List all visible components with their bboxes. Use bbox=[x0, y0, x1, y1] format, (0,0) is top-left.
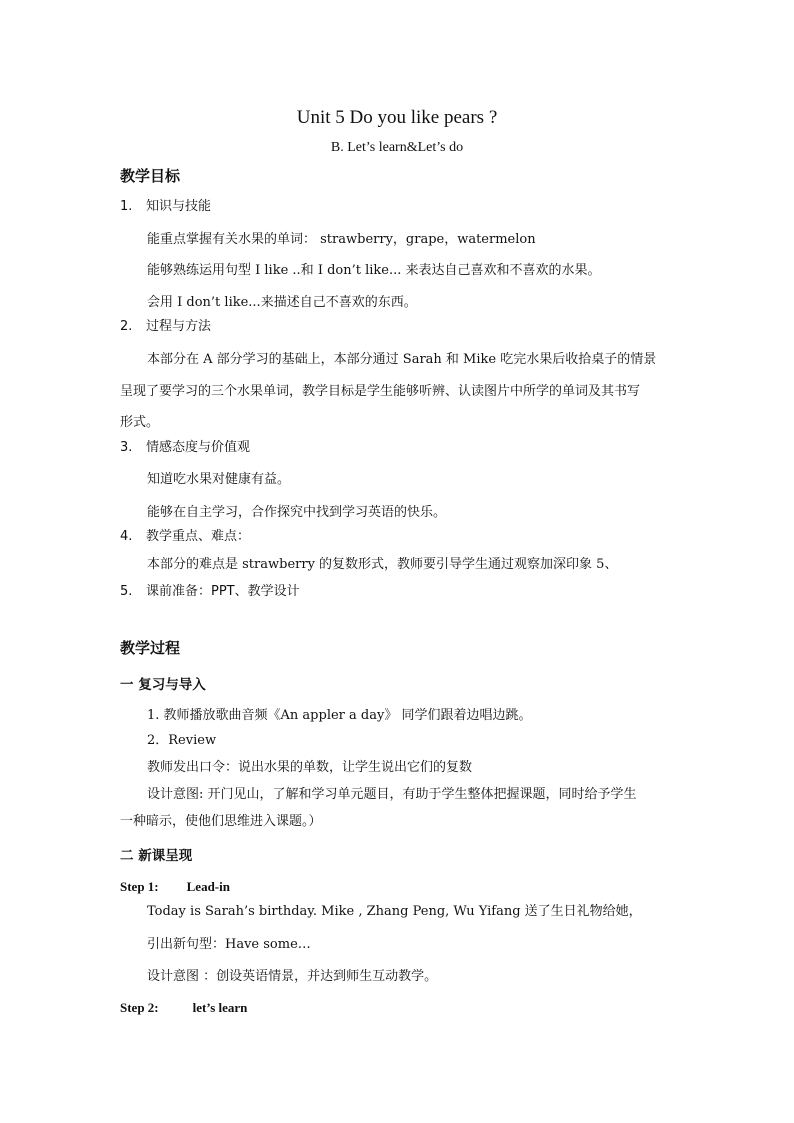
goal-item-3 bbox=[120, 439, 250, 457]
step-1-name: Lead-in bbox=[186, 879, 230, 894]
step-2-label: Step 2: bbox=[120, 1000, 159, 1015]
goal-item-1-number: 1. bbox=[120, 199, 133, 214]
goal-4-line-1: 本部分的难点是 strawberry 的复数形式，教师要引导学生通过观察加深印象 5、 bbox=[147, 557, 618, 572]
goal-item-1 bbox=[120, 198, 211, 216]
goal-1-line-2: 能够熟练运用句型 I like ..和 I don’t like... 来表达自己喜欢和不喜欢的水果。 bbox=[147, 263, 601, 278]
goal-item-4-label: 教学重点、难点： bbox=[146, 529, 251, 544]
goal-item-2 bbox=[120, 318, 211, 336]
goal-3-line-2: 能够在自主学习，合作探究中找到学习英语的快乐。 bbox=[147, 505, 447, 520]
step-2-name: let’s learn bbox=[192, 1000, 248, 1015]
goal-item-2-number: 2. bbox=[120, 319, 133, 334]
goal-1-line-1: 能重点掌握有关水果的单词： strawberry，grape，watermelon bbox=[147, 232, 536, 247]
goal-3-line-1: 知道吃水果对健康有益。 bbox=[147, 472, 291, 487]
step-1-label: Step 1: bbox=[120, 879, 159, 894]
section-2-heading: 二 新课呈现 bbox=[120, 848, 193, 864]
document-title: Unit 5 Do you like pears ? bbox=[296, 107, 498, 128]
section-1-heading: 一 复习与导入 bbox=[120, 677, 206, 693]
document-subtitle: B. Let’s learn&Let’s do bbox=[330, 140, 464, 155]
goal-item-5 bbox=[120, 583, 300, 601]
section-1-line-5: 一种暗示，使他们思维进入课题。） bbox=[120, 814, 322, 829]
goal-item-1-label: 知识与技能 bbox=[146, 199, 212, 214]
step-1-line-3: 设计意图 ：创设英语情景，并达到师生互动教学。 bbox=[147, 969, 438, 984]
section-1-line-2: 2．Review bbox=[147, 733, 217, 748]
goal-item-3-label: 情感态度与价值观 bbox=[146, 440, 251, 455]
section-1-line-3: 教师发出口令：说出水果的单数，让学生说出它们的复数 bbox=[147, 760, 473, 775]
goal-1-line-3: 会用 I don’t like...来描述自己不喜欢的东西。 bbox=[147, 295, 417, 310]
goals-heading: 教学目标 bbox=[120, 167, 181, 185]
section-1-line-1: 1. 教师播放歌曲音频《An appler a day》 同学们跟着边唱边跳。 bbox=[147, 708, 532, 723]
process-heading: 教学过程 bbox=[120, 639, 181, 657]
step-1-line-1: Today is Sarah’s birthday. Mike , Zhang Peng, Wu Yifang 送了生日礼物给她， bbox=[147, 904, 642, 919]
goal-item-4-number: 4. bbox=[120, 529, 133, 544]
goal-item-2-label: 过程与方法 bbox=[146, 319, 212, 334]
goal-2-line-2: 呈现了要学习的三个水果单词，教学目标是学生能够听辨、认读图片中所学的单词及其书写 bbox=[120, 384, 641, 399]
step-1-line-2: 引出新句型：Have some… bbox=[147, 937, 311, 952]
goal-item-3-number: 3. bbox=[120, 440, 133, 455]
goal-item-4 bbox=[120, 528, 250, 546]
goal-item-5-number: 5. bbox=[120, 584, 133, 599]
goal-2-line-3: 形式。 bbox=[120, 415, 160, 430]
step-1-heading bbox=[120, 878, 230, 896]
goal-2-line-1: 本部分在 A 部分学习的基础上，本部分通过 Sarah 和 Mike 吃完水果后收拾桌子的情景 bbox=[147, 352, 657, 367]
section-1-line-4: 设计意图: 开门见山，了解和学习单元题目，有助于学生整体把握课题，同时给予学生 bbox=[147, 787, 637, 802]
goal-item-5-label: 课前准备：PPT、教学设计 bbox=[146, 584, 300, 599]
step-2-heading bbox=[120, 999, 247, 1017]
